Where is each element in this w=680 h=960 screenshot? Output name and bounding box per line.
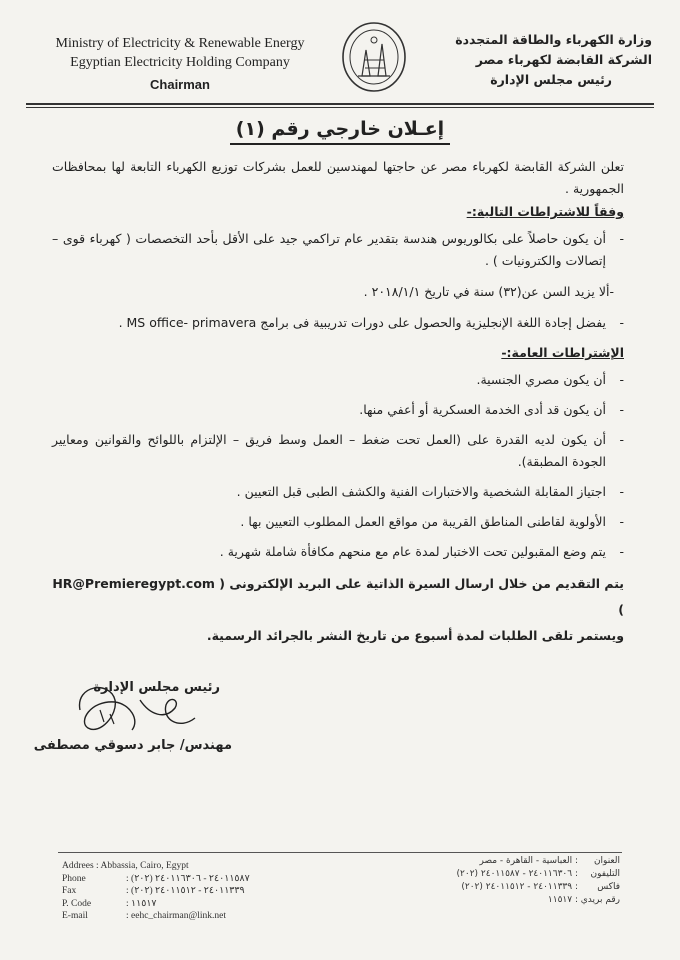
footer-address-label: Addrees : [62, 861, 99, 871]
footer-ar-address-row [457, 855, 620, 868]
apply-email-line: يتم التقديم من خلال ارسال السيرة الذاتية على البريد الإلكترونى ( HR@Premieregypt.com ) [52, 576, 624, 617]
condition-text: أن يكون حاصلاً على بكالوريوس هندسة بتقدير عام تراكمي جيد على الأقل بأحد التخصصات ( كهرباء قوى – إتصالات والكترونيات ) . [52, 231, 606, 268]
general-item [52, 481, 624, 503]
footer-divider [58, 852, 622, 853]
announcement-body [52, 156, 624, 649]
general-item [52, 541, 624, 563]
condition-item [52, 228, 624, 272]
intro-paragraph: تعلن الشركة القابضة لكهرباء مصر عن حاجتها لمهندسين للعمل بشركات توزيع الكهرباء التابعة لها بمحافظات الجمهورية . [52, 159, 624, 196]
footer-phone: : ٢٤٠١١٥٨٧ - ٢٤٠١١٦٣٠٦ (٢٠٢) [126, 873, 250, 884]
general-text: أن يكون قد أدى الخدمة العسكرية أو أعفي منها. [359, 402, 606, 417]
footer-ar-phone: : ٢٤٠١١٦٣٠٦ - ٢٤٠١١٥٨٧ (٢٠٢) [456, 869, 578, 879]
general-text: أن يكون لديه القدرة على (العمل تحت ضغط – العمل وسط فريق – الإلتزام باللوائح والقوانين ومعايير الجودة المطبقة). [52, 432, 606, 469]
dash-bullet: - [619, 315, 624, 330]
application-instructions [52, 571, 624, 649]
dash-bullet: - [619, 372, 624, 387]
footer-ar-pcode-label: رقم بريدي [580, 895, 620, 905]
footer-ar-fax-row [457, 881, 620, 894]
general-conditions-heading: الإشتراطات العامة:- [501, 345, 624, 360]
announcement-title [0, 118, 680, 140]
dash-bullet: - [619, 432, 624, 447]
footer-address: Abbassia, Cairo, Egypt [100, 861, 189, 871]
general-item [52, 369, 624, 391]
header-arabic [392, 30, 652, 90]
header-english [30, 34, 330, 94]
general-item [52, 511, 624, 533]
signatory-name: مهندس/ جابر دسوقي مصطفى [33, 738, 232, 753]
footer-fax: : ٢٤٠١١٣٣٩ - ٢٤٠١١٥١٢ (٢٠٢) [126, 886, 245, 896]
footer-ar-phone-row [457, 868, 620, 881]
footer-ar-fax: : ٢٤٠١١٣٣٩ - ٢٤٠١١٥١٢ (٢٠٢) [461, 882, 578, 892]
ministry-name-ar: وزارة الكهرباء والطاقة المتجددة [455, 32, 652, 47]
announcement-title-text: إعـلان خارجي رقم (١) [230, 118, 450, 145]
footer-email: : eehc_chairman@link.net [126, 911, 227, 921]
condition-text: -ألا يزيد السن عن(٣٢) سنة في تاريخ ٢٠١٨/١/١ . [363, 284, 614, 299]
handwritten-signature [70, 680, 210, 740]
footer-fax-label: Fax [62, 886, 77, 896]
footer-fax-row [62, 885, 250, 898]
header-divider-thin [26, 107, 654, 108]
condition-item [52, 312, 624, 334]
dash-bullet: - [619, 484, 624, 499]
footer-email-row [62, 910, 250, 923]
footer-pcode-label: P. Code [62, 898, 92, 909]
dash-bullet: - [619, 231, 624, 246]
footer-ar-address-label: العنوان [593, 856, 620, 866]
footer-arabic [457, 855, 620, 907]
company-name-ar: الشركة القابضة لكهرباء مصر [475, 52, 652, 67]
general-text: الأولوية لقاطنى المناطق القريبة من مواقع العمل المطلوب التعيين بها . [240, 514, 606, 529]
apply-deadline-line: ويستمر تلقى الطلبات لمدة أسبوع من تاريخ النشر بالجرائد الرسمية. [206, 628, 624, 643]
condition-text: يفضل إجادة اللغة الإنجليزية والحصول على دورات تدريبية فى برامج MS office- primavera . [118, 315, 606, 330]
footer-pcode-row [62, 898, 250, 911]
general-item [52, 429, 624, 473]
general-text: اجتياز المقابلة الشخصية والاختبارات الفنية والكشف الطبى قبل التعيين . [236, 484, 606, 499]
chairman-label-en: Chairman [150, 77, 210, 92]
chairman-label-ar: رئيس مجلس الإدارة [490, 72, 612, 87]
ministry-name-en: Ministry of Electricity & Renewable Energy [55, 36, 305, 51]
signature-title: رئيس مجلس الإدارة [93, 680, 220, 695]
header-divider [26, 103, 654, 105]
condition-item [52, 281, 624, 303]
general-text: يتم وضع المقبولين تحت الاختبار لمدة عام مع منحهم مكافأة شاملة شهرية . [219, 544, 606, 559]
footer-address-row [62, 860, 250, 873]
footer-english [62, 860, 250, 923]
general-conditions-list [52, 369, 624, 563]
footer-email-label: E-mail [62, 911, 88, 921]
footer-ar-fax-label: فاكس [597, 882, 620, 892]
general-item [52, 399, 624, 421]
footer-phone-label: Phone [62, 873, 86, 884]
dash-bullet: - [619, 402, 624, 417]
dash-bullet: - [619, 544, 624, 559]
specific-conditions-heading: وفقاً للاشتراطات التالية:- [466, 204, 624, 219]
general-text: أن يكون مصري الجنسية. [476, 372, 606, 387]
footer-ar-phone-label: التليفون [590, 869, 620, 879]
dash-bullet: - [619, 514, 624, 529]
footer-pcode: : ١١٥١٧ [126, 898, 157, 909]
footer-phone-row [62, 873, 250, 886]
company-name-en: Egyptian Electricity Holding Company [70, 55, 290, 70]
footer-ar-pcode-row [457, 894, 620, 907]
footer-ar-pcode: : ١١٥١٧ [547, 895, 578, 905]
footer-ar-address: : العباسية - القاهرة - مصر [479, 856, 578, 866]
